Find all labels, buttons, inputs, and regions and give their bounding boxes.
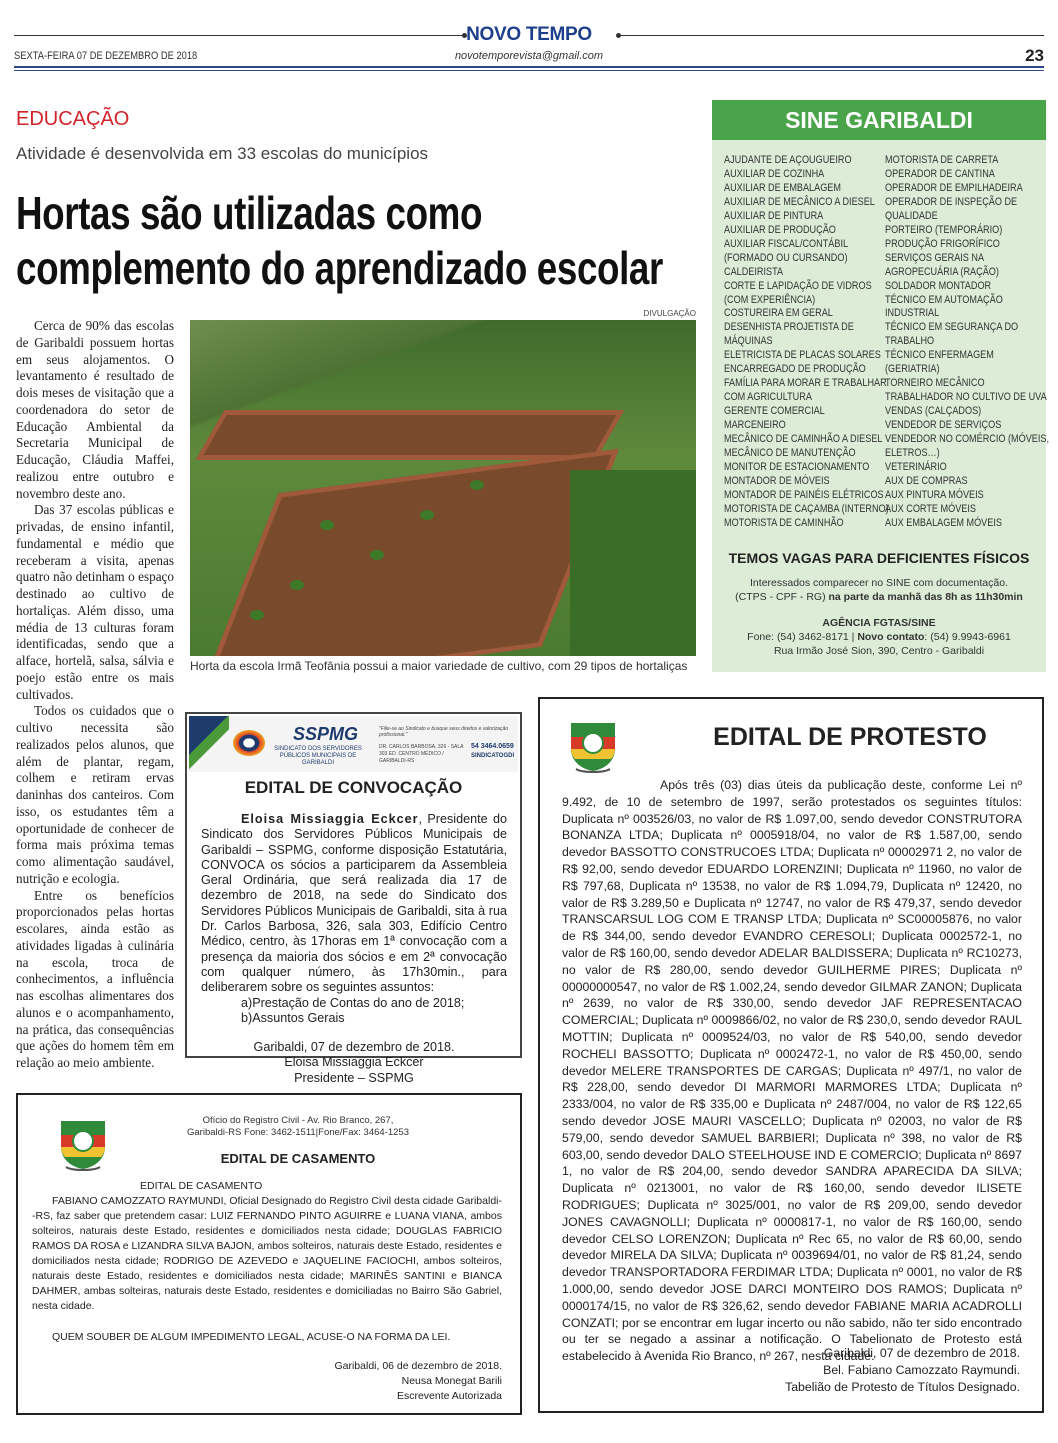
article-paragraph: Das 37 escolas públicas e privadas, de ensino infantil, fundamental e médio que receberam a visita, apenas quatro não detinham o espaço destinado ao cultivo de hortaliças. Além disso, uma média de 13 culturas foram identificadas, sendo que a alface, hortelã, salsa, sálvia e poejo estão entre os mais cultivados. [16,502,174,702]
edital-convocacao-box [185,712,522,1085]
job-item: MOTORISTA DE CARRETA [885,154,999,166]
page-number: 23 [1025,46,1044,65]
job-item: ELETRICISTA DE PLACAS SOLARES [724,349,881,362]
rs-coat-of-arms-icon [566,715,620,775]
registry-address: Ofício do Registro Civil - Av. Rio Branco, 267, [202,1115,394,1126]
job-item: SOLDADOR MONTADOR [885,279,992,292]
sine-documents: (CTPS - CPF - RG) [735,591,826,603]
sspmg-logo-text: SSPMG [293,724,359,744]
garden-bed [196,410,625,460]
plant [420,510,434,520]
plant [370,550,384,560]
agenda-item: b)Assuntos Gerais [241,1010,345,1025]
job-item: TÉCNICO ENFERMAGEM [885,349,994,362]
convocation-signer: Eloisa Missiaggia Eckcer [284,1055,424,1070]
photo-credit: DIVULGAÇÃO [643,309,696,318]
job-item: MECÂNICO DE CAMINHÃO A DIESEL [724,433,883,446]
protest-date: Garibaldi, 07 de dezembro de 2018. [823,1346,1020,1360]
contact-email: novotemporevista@gmail.com [454,50,604,62]
sspmg-org-name: SINDICATO DOS SERVIDORES PÚBLICOS MUNICIPAIS DE GARIBALDI [274,746,362,766]
job-item: TÉCNICO EM SEGURANÇA DO [885,321,1019,334]
protest-text: Após três (03) dias úteis da publicação deste, conforme Lei nº 9.492, de 10 de setembro de 1997, serão protestados os seguintes títulos: Duplicata nº 003526/03, no valor de R$ 1.097,00, sendo devedor CONSTRUTORA BONANZA LTDA; Duplicata nº 0005918/04, no valor de R$ 1.587,00, sendo devedor BASSOTTO CONSTRUCOES LTDA; Duplicata nº 00002971 2, no valor de R$ 92,00, sendo devedor EDUARDO LORENZINI; Duplicata nº 11960, no valor de R$ 797,68, Duplicata nº 13538, no valor de R$ 1.094,79, Duplicata nº 12420, no valor de R$ 3.289,50 e Duplicata nº 12747, no valor de R$ 479,37, sendo devedor TRANSCARSUL LOG COM E TRANSP LTDA; Duplicata nº SC00005876, no valor de R$ 344,00, sendo devedor EVANDRO CERESOLI; Duplicata 0002572-1, no valor de R$ 160,00, sendo devedor ADELAR BALDISSERA; Duplicata nº RC10273, no valor de R$ 280,00, sendo devedor GUILHERME PIRES; Duplicata nº 00000000547, no valor de R$ 1.002,24, sendo devedor GILMAR ZANON; Duplicata nº 2639, no valor de R$ 330,00, sendo devedor JAF REPRESENTACAO COMERCIAL; Duplicata nº 0009866/02, no valor de R$ 230,0, sendo devedor RAUL MOTTIN; Duplicata nº 0009524/03, no valor de R$ 540,00, sendo devedor ROCHELI BASSOTTO; Duplicata nº 0002472-1, no valor de R$ 450,00, sendo devedor MELERE TRANSPORTES DE CARGAS; Duplicata nº 497/1, no valor de R$ 228,00, sendo devedor DI MARMORI MARMORES LTDA; Duplicata nº 2333/004, no valor de R$ 335,00 e Duplicata nº 2487/004, no valor de R$ 122,65 sendo devedor JOSE MAURI VASCELLO; Duplicata nº 02003, no valor de R$ 579,00, sendo devedor SAMUEL BARBIERI; Duplicata nº 398, no valor de R$ 603,00, sendo devedor DALO STEELHOUSE IND E COMERCIO; Duplicata nº 8697 1, no valor de R$ 204,00, sendo devedor SANDRA APARECIDA DA SILVA; Duplicata nº 0213001, no valor de R$ 160,00, sendo devedor ILISETE RODRIGUES; Duplicata nº 3025/001, no valor de R$ 209,00, sendo devedor JONES CAVAGNOLLI; Duplicata nº 0000817-1, no valor de R$ 160,00, sendo devedor CELSO LORENZON; Duplicata nº Rec 65, no valor de R$ 60,00, sendo devedor MIRELA DA SILVA; Duplicata nº 0039694/01, no valor de R$ 81,24, sendo devedor TRANSPORTADORA FERDIMAR LTDA; Duplicata nº 0001, no valor de R$ 1.000,00, sendo devedor JOSE DARCI MONTEIRO DOS RAMOS; Duplicata nº 0000174/15, no valor de R$ 326,62, sendo devedor FABIANE MARIA ACADROLLI CONZATI; por se encontrar em lugar incerto ou não sabido, não ter sido encontrado ou ter se negado a assinar a notificação. O Tabelionato de Protesto está estabelecido à Avenida Rio Branco, nº 267, nesta cidade. [562,778,1022,1364]
casamento-role: Escrevente Autorizada [396,1390,502,1402]
convocation-text: , Presidente do Sindicato dos Servidores Públicos Municipais de Garibaldi – SSPMG, conforme disposição Estatutária, CONVOCA os sócios a participarem da Assembleia Geral Ordinária, que será realizada dia 17 de dezembro de 2018, na sede do Sindicato dos Servidores Públicos Municipais de Garibaldi, sita à rua Dr. Carlos Barbosa, 326, sala 303, Edifício Centro Médico, centro, às 17horas em 1ª convocação com a presença da maioria dos sócios e em 2ª convocação com qualquer número, às 17h30min., para deliberarem sobre os seguintes assuntos: [201,812,507,995]
job-item: (COM EXPERIÊNCIA) [724,293,816,306]
registry-office-info [168,1115,428,1139]
job-item: (GERIATRIA) [885,363,940,376]
job-item: TORNEIRO MECÂNICO [885,377,985,390]
sine-address: Rua Irmão José Sion, 390, Centro - Garibaldi [773,645,985,657]
casamento-date: Garibaldi, 06 de dezembro de 2018. [334,1360,502,1372]
job-item: MOTORISTA DE CAÇAMBA (INTERNO) [724,502,889,515]
plant [250,610,264,620]
convocation-date: Garibaldi, 07 de dezembro de 2018. [253,1040,455,1055]
sine-phone-new: : (54) 9.9943-6961 [924,631,1011,643]
job-item: TÉCNICO EM AUTOMAÇÃO [885,293,1003,306]
foliage [570,470,696,656]
job-item: QUALIDADE [885,209,938,222]
job-item: INDUSTRIAL [885,307,940,320]
job-item: FAMÍLIA PARA MORAR E TRABALHAR [724,377,887,390]
job-item: (FORMADO OU CURSANDO) [724,251,848,264]
job-item: PORTEIRO (TEMPORÁRIO) [885,223,1003,236]
job-item: VENDAS (CALÇADOS) [885,405,982,418]
garden-photo [190,320,696,656]
edital-convocacao-body [201,812,507,1086]
job-item: ELETROS…) [885,447,940,460]
edital-casamento-body [32,1179,502,1404]
article-body [16,318,174,1072]
edital-casamento-box [16,1093,522,1415]
job-item: AUXILIAR FISCAL/CONTÁBIL [724,237,849,250]
article-paragraph: Cerca de 90% das escolas de Garibaldi possuem hortas em seus alojamentos. O levantamento é resultado de dois meses de visitação que a coordenadora do setor de Educação Ambiental da Secretaria Municipal de Educação, Cláudia Maffei, realizou entre outubro e novembro deste ano. [16,318,174,501]
job-list-right [885,154,1058,531]
job-item: MOTORISTA DE CAMINHÃO [724,516,844,529]
sspmg-logo-icon [233,730,265,756]
job-item: TRABALHADOR NO CULTIVO DE UVA [885,391,1047,404]
job-item: AUX CORTE MÓVEIS [885,502,976,515]
sine-phone [712,630,1046,644]
job-item: PRODUÇÃO FRIGORÍFICO [885,237,1000,250]
sine-title: SINE GARIBALDI [712,100,1046,140]
sine-info [712,576,1046,590]
job-item: AUXILIAR DE MECÂNICO A DIESEL [724,195,875,208]
job-item: MECÂNICO DE MANUTENÇÃO [724,447,856,460]
sine-agency: AGÊNCIA FGTAS/SINE [822,617,936,629]
registry-phone: Garibaldi-RS Fone: 3462-1511|Fone/Fax: 3464-1253 [187,1127,409,1138]
sine-job-box [712,100,1050,672]
plant [320,520,334,530]
disabled-vacancies-notice: TEMOS VAGAS PARA DEFICIENTES FÍSICOS [728,550,1030,566]
job-item: MÁQUINAS [724,335,773,348]
president-name: Eloisa Missiaggia Eckcer [241,812,419,826]
casamento-subtitle: EDITAL DE CASAMENTO [140,1180,263,1192]
job-item: MONTADOR DE PAINÉIS ELÉTRICOS [724,488,884,501]
photo-caption: Horta da escola Irmã Teofânia possui a maior variedade de cultivo, com 29 tipos de hortaliças [190,659,688,673]
job-item: AUXILIAR DE PRODUÇÃO [724,223,836,236]
sspmg-slogan: "Filie-se ao Sindicato e busque seus direitos e valorização profissional." [379,726,509,738]
job-item: MONITOR DE ESTACIONAMENTO [724,460,870,473]
job-item: COM AGRICULTURA [724,391,812,404]
job-item: CORTE E LAPIDAÇÃO DE VIDROS [724,279,872,292]
edital-protesto-title: EDITAL DE PROTESTO [713,723,987,751]
job-item: VENDEDOR DE SERVIÇOS [885,419,1002,432]
plant [470,480,484,490]
article-paragraph: Todos os cuidados que o cultivo necessita são realizados pelos alunos, que além de plantar, regam, colhem e retiram ervas daninhas dos canteiros. Com isso, os estudantes têm a oportunidade de conhecer de forma mais próxima temas como alimentação saudável, nutrição e ecologia. [16,703,174,886]
issue-date: SEXTA-FEIRA 07 DE DEZEMBRO DE 2018 [14,50,198,62]
job-item: MARCENEIRO [724,419,786,432]
sspmg-address: DR. CARLOS BARBOSA, 326 - SALA 303 ED. CENTRO MÉDICO / GARIBALDI-RS [379,744,464,764]
article-headline-line1: Hortas são utilizadas como [16,187,483,239]
convocation-role: Presidente – SSPMG [294,1070,414,1085]
article-subtitle: Atividade é desenvolvida em 33 escolas do municípios [16,144,429,163]
edital-casamento-title: EDITAL DE CASAMENTO [220,1151,376,1166]
job-item: OPERADOR DE INSPEÇÃO DE [885,195,1018,208]
edital-protesto-body [562,777,1022,1365]
sine-hours [712,590,1046,604]
job-item: AUXILIAR DE EMBALAGEM [724,181,841,194]
job-item: MONTADOR DE MÓVEIS [724,474,830,487]
protest-signer: Bel. Fabiano Camozzato Raymundi. [823,1362,1020,1377]
sine-info-text: Interessados comparecer no SINE com documentação. [750,577,1008,589]
job-item: OPERADOR DE EMPILHADEIRA [885,181,1023,194]
sine-phone-label: Novo contato [857,631,925,643]
protest-role: Tabelião de Protesto de Títulos Designado. [785,1379,1020,1394]
casamento-signer: Neusa Monegat Barili [401,1375,502,1387]
job-item: VENDEDOR NO COMÉRCIO (MÓVEIS, [885,433,1050,446]
job-item: COSTUREIRA EM GERAL [724,307,833,320]
sine-hours-text: na parte da manhã das 8h as 11h30min [828,591,1023,603]
job-item: AUX DE COMPRAS [885,474,968,487]
job-item: SERVIÇOS GERAIS NA [885,251,985,264]
banner-stripe [189,716,229,772]
edital-protesto-box [538,697,1044,1413]
casamento-text: FABIANO CAMOZZATO RAYMUNDI, Oficial Designado do Registro Civil desta cidade Garibaldi--RS, faz saber que pretendem casar: LUIZ FERNANDO PINTO AGUIRRE e LUANA VIANA, ambos solteiros, naturais deste Estado, residentes e domiciliados nesta cidade; DOUGLAS FABRICIO RAMOS DA ROSA e LIZANDRA SILVA BAJON, ambos solteiros, naturais deste Estado, residentes e domiciliados nesta cidade; RODRIGO DE AZEVEDO e JAQUELINE FACIOCHI, ambos solteiros, naturais deste Estado, residentes e domiciliados nesta cidade; MARINÊS SANTINI e BIANCA DAHMER, ambas solteiras, naturais deste Estado, residentes e domiciliadas no Bairro São Gabriel, nesta cidade. [32,1195,502,1312]
edital-convocacao-title: EDITAL DE CONVOCAÇÃO [244,778,463,797]
garden-bed [201,449,619,656]
protest-signature [785,1345,1020,1395]
newspaper-brand: NOVO TEMPO [466,24,592,45]
section-label: EDUCAÇÃO [16,108,130,130]
job-item: VETERINÁRIO [885,460,947,473]
agenda-item: a)Prestação de Contas do ano de 2018; [241,995,465,1010]
job-item: GERENTE COMERCIAL [724,405,825,418]
job-item: AGROPECUÁRIA (RAÇÃO) [885,265,999,278]
job-item: DESENHISTA PROJETISTA DE [724,321,854,334]
sine-phone-primary: Fone: (54) 3462-8171 | [747,631,855,643]
job-item: AUX EMBALAGEM MÓVEIS [885,516,1002,529]
sspmg-banner [189,716,518,772]
article-paragraph: Entre os benefícios proporcionados pelas hortas escolares, ainda estão as atividades ligadas à culinária na escola, troca de conhecimentos, a influência nas escolhas alimentares dos alunos e o acompanhamento, na prática, das consequências que ações do homem têm em relação ao meio ambiente. [16,887,174,1070]
sspmg-phone: 54 3464.0659 [471,743,514,750]
rs-coat-of-arms-icon [56,1113,110,1173]
job-item: OPERADOR DE CANTINA [885,167,995,180]
job-item: AUX PINTURA MÓVEIS [885,488,984,501]
job-item: AUXILIAR DE PINTURA [724,209,824,222]
job-item: CALDEIRISTA [724,265,784,278]
header-divider [14,66,1044,68]
header-divider [14,70,1044,71]
job-item: ENCARREGADO DE PRODUÇÃO [724,363,866,376]
plant [290,580,304,590]
job-item: TRABALHO [885,335,935,348]
job-item: AJUDANTE DE AÇOUGUEIRO [724,154,852,166]
job-item: AUXILIAR DE COZINHA [724,167,825,180]
casamento-notice: QUEM SOUBER DE ALGUM IMPEDIMENTO LEGAL, ACUSE-O NA FORMA DA LEI. [52,1331,451,1343]
article-headline-line2: complemento do aprendizado escolar [16,242,663,294]
sspmg-social: SINDICATOGDI [471,753,515,759]
